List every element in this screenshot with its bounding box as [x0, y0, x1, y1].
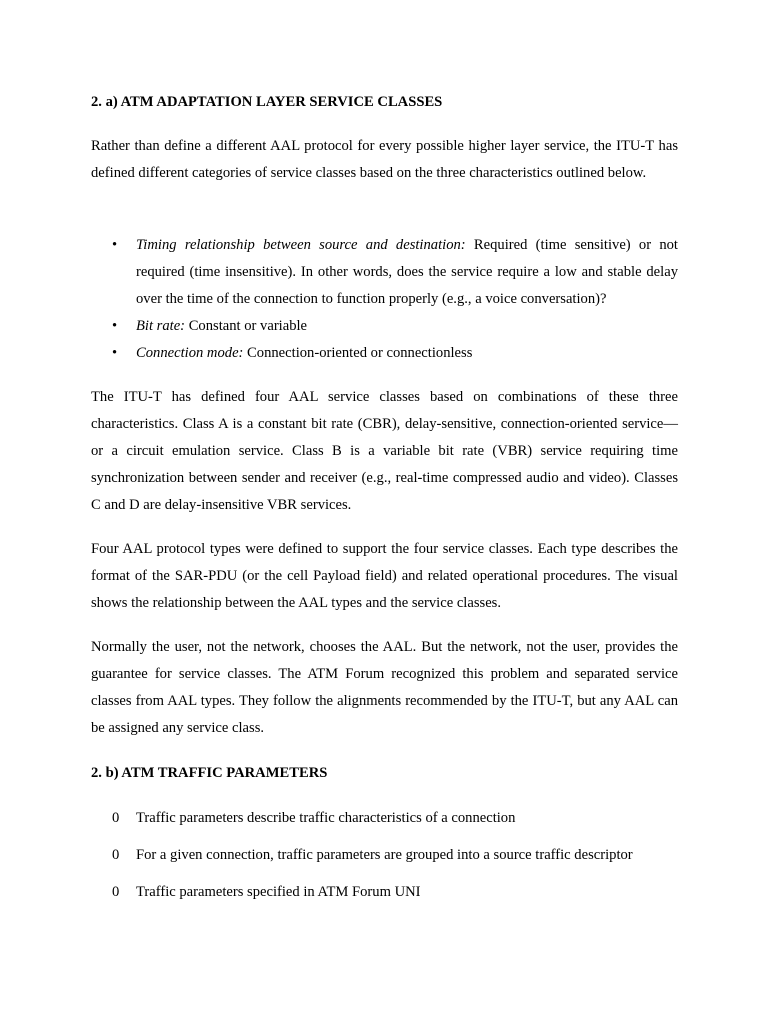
- characteristics-list: [91, 232, 678, 367]
- aal-types-paragraph: Four AAL protocol types were defined to support the four service classes. Each type describes the format of the SAR-PDU (or the cell Payload field) and related operational procedures. The visual shows the relationship between the AAL types and the service classes.: [91, 541, 678, 611]
- list-item-text: Traffic parameters specified in ATM Forum UNI: [136, 884, 421, 900]
- list-item-text: Traffic parameters describe traffic characteristics of a connection: [136, 810, 516, 826]
- intro-paragraph: Rather than define a different AAL protocol for every possible higher layer service, the ITU-T has defined different categories of service classes based on the three characteristics outlined below.: [91, 138, 678, 181]
- bullet-text: Required (time sensitive) or not required (time insensitive). In other words, does the service require a low and stable delay over the time of the connection to function properly (e.g., a voice conversation)?: [136, 237, 678, 307]
- list-item: [91, 340, 678, 367]
- bullet-text: Connection-oriented or connectionless: [243, 345, 473, 361]
- bullet-icon: •: [112, 237, 118, 253]
- service-classes-paragraph: The ITU-T has defined four AAL service classes based on combinations of these three characteristics. Class A is a constant bit rate (CBR), delay-sensitive, connection-oriented service—or a circuit emulation service. Class B is a variable bit rate (VBR) service requiring time synchronization between sender and receiver (e.g., real-time compressed audio and video). Classes C and D are delay-insensitive VBR services.: [91, 389, 678, 513]
- bullet-icon: •: [112, 345, 118, 361]
- list-item: [112, 846, 692, 864]
- bullet-text: Constant or variable: [185, 318, 308, 334]
- bullet-term: Connection mode:: [136, 345, 244, 361]
- section-b-heading: 2. b) ATM TRAFFIC PARAMETERS: [91, 765, 328, 781]
- list-marker: 0: [112, 810, 120, 826]
- list-item-text: For a given connection, traffic parameters are grouped into a source traffic descriptor: [136, 847, 633, 863]
- list-marker: 0: [112, 884, 120, 900]
- section-a-heading: 2. a) ATM ADAPTATION LAYER SERVICE CLASSES: [91, 94, 443, 110]
- list-item: [112, 809, 692, 827]
- list-item: [112, 883, 692, 901]
- list-marker: 0: [112, 847, 120, 863]
- atm-forum-paragraph: Normally the user, not the network, chooses the AAL. But the network, not the user, provides the guarantee for service classes. The ATM Forum recognized this problem and separated service classes from AAL types. They follow the alignments recommended by the ITU-T, but any AAL can be assigned any service class.: [91, 639, 678, 736]
- list-item: [91, 313, 678, 340]
- bullet-term: Timing relationship between source and destination:: [136, 237, 466, 253]
- bullet-term: Bit rate:: [136, 318, 186, 334]
- bullet-icon: •: [112, 318, 118, 334]
- traffic-parameters-list: [112, 809, 692, 920]
- list-item: [91, 232, 678, 313]
